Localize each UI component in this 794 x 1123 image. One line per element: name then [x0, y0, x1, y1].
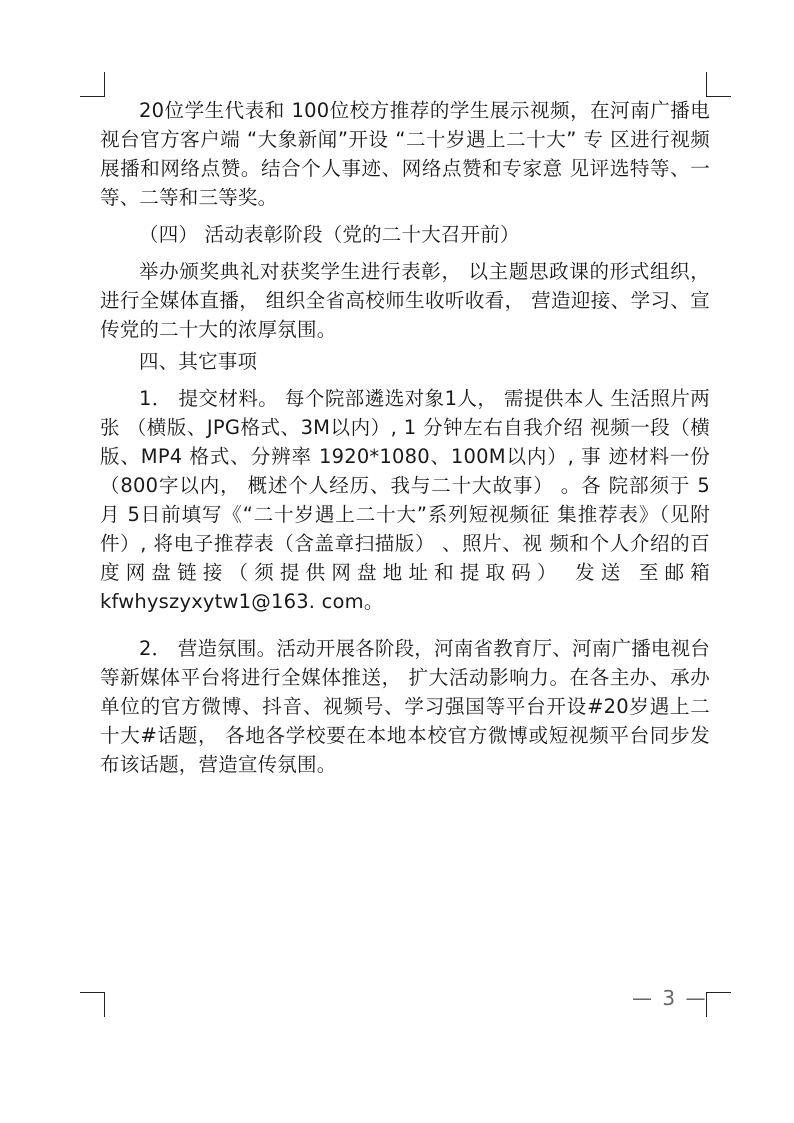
section-heading-commendation: （四） 活动表彰阶段（党的二十大召开前） [139, 223, 520, 246]
paragraph-create-atmosphere: 2． 营造氛围。活动开展各阶段，河南省教育厅、河南广播电视台等新媒体平台将进行全媒体推送， 扩大活动影响力。在各主办、承办单位的官方微博、抖音、视频号、学习强国等平台开设#20岁遇上二十大#话题， 各地各学校要在本地本校官方微博或短视频平台同步发布该话题，营造宣传氛围。 [100, 637, 710, 776]
section-heading-other-matters: 四、其它事项 [139, 350, 258, 373]
crop-mark-bottom-right [706, 992, 731, 1017]
crop-mark-top-right [706, 72, 731, 97]
paragraph-exhibition: 20位学生代表和 100位校方推荐的学生展示视频，在河南广播电视台官方客户端 “大象新闻”开设 “二十岁遇上二十大” 专 区进行视频展播和网络点赞。结合个人事迹、网络点赞和专家意 见评选特等、一等、二等和三等奖。 [100, 99, 710, 209]
paragraph-award-ceremony: 举办颁奖典礼对获奖学生进行表彰， 以主题思政课的形式组织， 进行全媒体直播， 组织全省高校师生收听收看， 营造迎接、学习、宣传党的二十大的浓厚氛围。 [100, 260, 710, 341]
document-body [100, 96, 710, 779]
crop-mark-top-left [80, 72, 105, 97]
paragraph-submit-materials: 1． 提交材料。 每个院部遴选对象1人， 需提供本人 生活照片两张 （横版、JPG格式、3M以内）, 1 分钟左右自我介绍 视频一段（横版、MP4 格式、分辨率 1920*1080、100M以内）, 事 迹材料一份 （800字以内， 概述个人经历、我与二十大故事） 。各 院部须于 5 月 5日前填写《“二十岁遇上二十大”系列短视频征 集推荐表》（见附件）, 将电子推荐表（含盖章扫描版） 、照片、视 频和个人介绍的百度网盘链接（须提供网盘地址和提取码） 发送 至邮箱 kfwhyszyxytw1@163. com。 [100, 387, 710, 613]
crop-mark-bottom-left [80, 992, 105, 1017]
page-number: — 3 — [632, 986, 708, 1010]
